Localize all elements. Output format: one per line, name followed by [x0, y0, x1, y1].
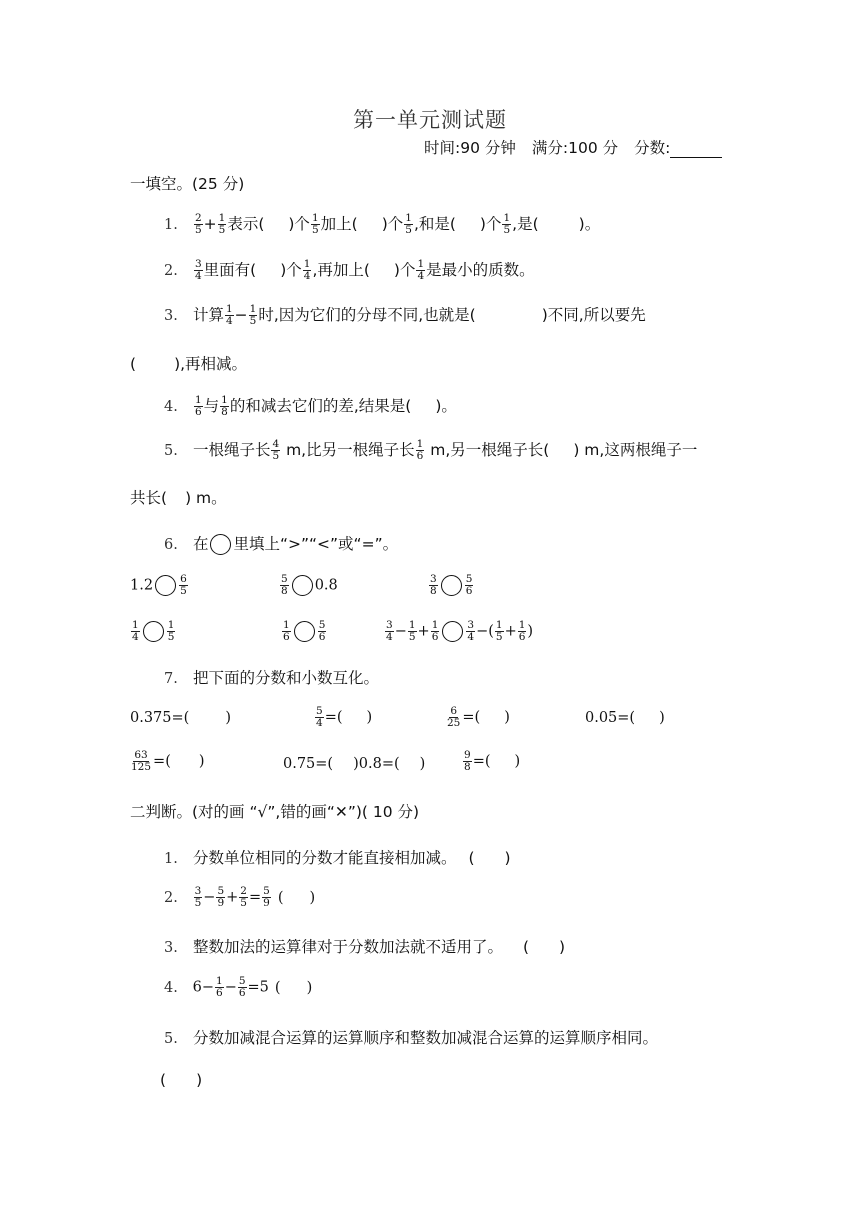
answer-paren[interactable]: ( )	[468, 849, 511, 867]
compare-circle[interactable]	[155, 575, 176, 596]
time-limit: 时间:90 分钟	[424, 139, 516, 157]
compare-4: $\frac{1}{4}$ $\frac{1}{5}$	[132, 619, 175, 643]
compare-circle[interactable]	[292, 575, 313, 596]
question-1-7: 7. 把下面的分数和小数互化。	[164, 669, 379, 687]
compare-3: $\frac{3}{8}$ $\frac{5}{6}$	[430, 573, 473, 597]
subtitle	[424, 136, 738, 158]
judge-5: 5. 分数加减混合运算的运算顺序和整数加减混合运算的运算顺序相同。	[164, 1029, 658, 1047]
compare-circle[interactable]	[294, 621, 315, 642]
convert-5: $\frac{63}{125}$ =( )	[131, 749, 205, 773]
fraction: $\frac{2}{5}$	[194, 212, 202, 236]
question-1-4: 4. $\frac{1}{6}$ 与 $\frac{1}{8}$ 的和减去它们的差,结果是( )。	[164, 394, 457, 418]
convert-4: 0.05=( )	[585, 710, 665, 726]
fraction: $\frac{1}{5}$	[218, 212, 226, 236]
question-1-5-cont: 共长( ) m。	[130, 489, 227, 507]
question-1-1: 1. $\frac{2}{5}$ + $\frac{1}{5}$ 表示( )个 $\frac{1}{5}$ 加上( )个 $\frac{1}{5}$ ,和是( )个 $\frac{1}{5}$ ,是( )。	[164, 212, 601, 236]
answer-paren[interactable]: ( )	[277, 889, 316, 906]
compare-circle[interactable]	[442, 621, 463, 642]
fraction: $\frac{1}{5}$	[503, 212, 511, 236]
score-label: 分数:	[634, 139, 671, 157]
fraction: $\frac{1}{4}$	[303, 258, 311, 282]
judge-4: 4. 6− $\frac{1}{6}$ − $\frac{5}{6}$ =5 ( )	[164, 975, 313, 999]
fraction: $\frac{1}{6}$	[416, 438, 424, 462]
judge-3: 3. 整数加法的运算律对于分数加法就不适用了。 ( )	[164, 938, 566, 956]
compare-1: 1.2 $\frac{6}{5}$	[130, 573, 187, 597]
fraction: $\frac{1}{5}$	[405, 212, 412, 236]
question-1-3: 3. 计算 $\frac{1}{4}$ − $\frac{1}{5}$ 时,因为它们的分母不同,也就是( )不同,所以要先	[164, 303, 646, 327]
compare-circle[interactable]	[441, 575, 462, 596]
answer-paren[interactable]: ( )	[160, 1071, 203, 1089]
compare-circle[interactable]	[210, 534, 231, 555]
question-1-2: 2. $\frac{3}{4}$ 里面有( )个 $\frac{1}{4}$ ,再加上( )个 $\frac{1}{4}$ 是最小的质数。	[164, 258, 535, 282]
convert-6: 0.75=( )0.8=( )	[283, 756, 426, 772]
judge-2: 2. $\frac{3}{5}$ − $\frac{5}{9}$ + $\frac{2}{5}$ = $\frac{5}{9}$ ( )	[164, 885, 316, 909]
question-1-6: 6. 在 里填上“>”“<”或“=”。	[164, 535, 399, 553]
page-title: 第一单元测试题	[353, 108, 507, 132]
section1-heading: 一填空。(25 分)	[130, 175, 245, 193]
score-blank[interactable]	[670, 143, 722, 158]
fraction: $\frac{4}{5}$	[272, 438, 280, 462]
section2-heading: 二判断。(对的画 “√”,错的画“✕”)( 10 分)	[130, 803, 420, 821]
compare-6: $\frac{3}{4}$ − $\frac{1}{5}$ + $\frac{1}{6}$ $\frac{3}{4}$ −( $\frac{1}{5}$ + $\frac{1}{6}$ )	[386, 619, 534, 643]
convert-7: $\frac{9}{8}$ =( )	[464, 749, 521, 773]
compare-2: $\frac{5}{8}$ 0.8	[281, 573, 338, 597]
convert-2: $\frac{5}{4}$ =( )	[316, 705, 373, 729]
fraction: $\frac{1}{4}$	[417, 258, 425, 282]
fraction: $\frac{1}{5}$	[249, 303, 257, 327]
fraction: $\frac{1}{4}$	[225, 303, 233, 327]
question-1-3-cont: ( ),再相减。	[130, 355, 248, 373]
question-1-5: 5. 一根绳子长 $\frac{4}{5}$ m,比另一根绳子长 $\frac{1}{6}$ m,另一根绳子长( ) m,这两根绳子一	[164, 438, 698, 462]
compare-5: $\frac{1}{6}$ $\frac{5}{6}$	[283, 619, 326, 643]
convert-1: 0.375=( )	[130, 710, 231, 726]
convert-3: $\frac{6}{25}$ =( )	[447, 705, 510, 729]
fraction: $\frac{1}{5}$	[311, 212, 319, 236]
compare-circle[interactable]	[143, 621, 164, 642]
fraction: $\frac{1}{6}$	[194, 394, 202, 418]
full-score: 满分:100 分	[531, 139, 619, 157]
fraction: $\frac{1}{8}$	[221, 394, 228, 418]
judge-1: 1. 分数单位相同的分数才能直接相加减。 ( )	[164, 849, 511, 867]
answer-paren[interactable]: ( )	[522, 938, 566, 956]
fraction: $\frac{3}{4}$	[194, 258, 202, 282]
answer-paren[interactable]: ( )	[274, 979, 313, 996]
